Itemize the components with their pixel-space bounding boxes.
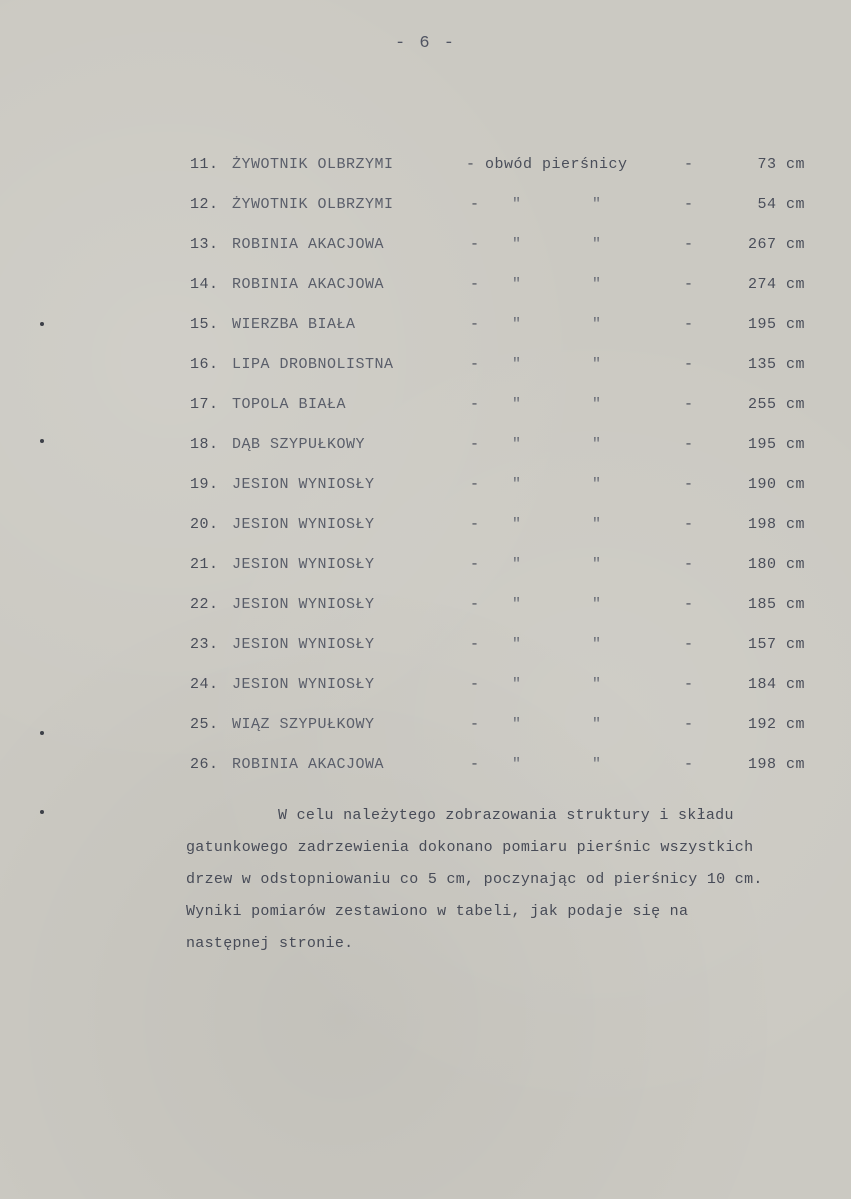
dash: - [470,436,480,453]
ditto-mark: " [512,396,522,413]
dash: - [470,756,480,773]
paper-speck [40,810,44,814]
tree-species: ROBINIA AKACJOWA [232,236,385,253]
circumference-value: 192 cm [747,716,805,733]
list-item [0,236,851,276]
dash: - [684,676,694,693]
body-paragraph [186,800,826,960]
ditto-mark: " [592,676,602,693]
dash: - [684,156,694,173]
dash: - [684,356,694,373]
circumference-value: 185 cm [747,596,805,613]
dash: - [684,636,694,653]
row-number: 16. [190,356,219,373]
ditto-mark: " [512,596,522,613]
dash: - [470,236,480,253]
paper-speck [40,322,44,326]
ditto-mark: " [592,396,602,413]
row-number: 24. [190,676,219,693]
row-number: 12. [190,196,219,213]
dash: - [684,396,694,413]
list-item [0,556,851,596]
tree-species: WIERZBA BIAŁA [232,316,356,333]
tree-species: ŻYWOTNIK OLBRZYMI [232,156,394,173]
dash: - [684,276,694,293]
list-item [0,756,851,796]
tree-species: WIĄZ SZYPUŁKOWY [232,716,375,733]
row-number: 20. [190,516,219,533]
row-number: 25. [190,716,219,733]
circumference-value: 135 cm [747,356,805,373]
ditto-mark: " [512,676,522,693]
circumference-value: 190 cm [747,476,805,493]
dash: - [684,236,694,253]
dash: - [470,316,480,333]
ditto-mark: " [512,756,522,773]
row-number: 17. [190,396,219,413]
tree-species: JESION WYNIOSŁY [232,516,375,533]
dash: - [470,676,480,693]
tree-species: ROBINIA AKACJOWA [232,276,385,293]
dash: - [470,516,480,533]
list-item [0,596,851,636]
ditto-mark: " [592,436,602,453]
ditto-mark: " [512,276,522,293]
list-item [0,676,851,716]
page-number: - 6 - [394,34,456,53]
tree-species: JESION WYNIOSŁY [232,556,375,573]
ditto-mark: " [592,716,602,733]
row-number: 26. [190,756,219,773]
tree-species: JESION WYNIOSŁY [232,676,375,693]
ditto-mark: " [592,316,602,333]
row-number: 14. [190,276,219,293]
ditto-mark: " [592,556,602,573]
circumference-value: 198 cm [747,516,805,533]
paragraph-line: W celu należytego zobrazowania struktury i składu [278,807,734,824]
tree-species: TOPOLA BIAŁA [232,396,347,413]
circumference-value: 180 cm [747,556,805,573]
tree-species: LIPA DROBNOLISTNA [232,356,394,373]
circumference-value: 195 cm [747,436,805,453]
row-number: 13. [190,236,219,253]
ditto-mark: " [512,436,522,453]
ditto-mark: " [592,356,602,373]
circumference-value: 255 cm [747,396,805,413]
ditto-mark: " [592,636,602,653]
tree-species: JESION WYNIOSŁY [232,596,375,613]
paragraph-line: gatunkowego zadrzewienia dokonano pomiaru pierśnic wszystkich [186,839,754,856]
ditto-mark: " [512,476,522,493]
circumference-value: 184 cm [747,676,805,693]
ditto-mark: " [592,276,602,293]
circumference-value: 73 cm [757,156,805,173]
ditto-mark: " [512,556,522,573]
circumference-value: 195 cm [747,316,805,333]
tree-species: DĄB SZYPUŁKOWY [232,436,366,453]
dash: - [470,716,480,733]
list-item [0,276,851,316]
dash: - [684,716,694,733]
ditto-mark: " [512,636,522,653]
dash: - [684,436,694,453]
ditto-mark: " [592,596,602,613]
paper-speck [40,439,44,443]
circumference-value: 267 cm [747,236,805,253]
dash: - [470,636,480,653]
dash: - [470,196,480,213]
list-item [0,196,851,236]
dash: - [684,196,694,213]
ditto-mark: " [592,756,602,773]
circumference-value: 274 cm [747,276,805,293]
list-item [0,436,851,476]
row-number: 22. [190,596,219,613]
dash: - [470,556,480,573]
list-item [0,356,851,396]
tree-species: JESION WYNIOSŁY [232,636,375,653]
list-item [0,476,851,516]
row-number: 23. [190,636,219,653]
list-item [0,396,851,436]
dash: - [470,356,480,373]
circumference-value: 198 cm [747,756,805,773]
paragraph-line: Wyniki pomiarów zestawiono w tabeli, jak podaje się na [186,903,689,920]
list-item [0,636,851,676]
dash: - [470,596,480,613]
row-number: 11. [190,156,219,173]
measure-label: - obwód pierśnicy [466,156,628,173]
dash: - [684,756,694,773]
tree-species: ROBINIA AKACJOWA [232,756,385,773]
dash: - [470,396,480,413]
list-item [0,156,851,196]
row-number: 19. [190,476,219,493]
ditto-mark: " [592,236,602,253]
dash: - [684,516,694,533]
list-item [0,516,851,556]
ditto-mark: " [592,196,602,213]
paragraph-line: następnej stronie. [186,935,354,952]
list-item [0,716,851,756]
row-number: 15. [190,316,219,333]
dash: - [684,476,694,493]
dash: - [684,316,694,333]
tree-species: ŻYWOTNIK OLBRZYMI [232,196,394,213]
tree-measurement-list [0,156,851,796]
row-number: 21. [190,556,219,573]
ditto-mark: " [592,516,602,533]
list-item [0,316,851,356]
ditto-mark: " [512,516,522,533]
dash: - [470,276,480,293]
dash: - [684,556,694,573]
tree-species: JESION WYNIOSŁY [232,476,375,493]
paragraph-line: drzew w odstopniowaniu co 5 cm, poczynając od pierśnicy 10 cm. [186,871,763,888]
dash: - [470,476,480,493]
ditto-mark: " [512,236,522,253]
ditto-mark: " [592,476,602,493]
ditto-mark: " [512,196,522,213]
dash: - [684,596,694,613]
ditto-mark: " [512,716,522,733]
ditto-mark: " [512,316,522,333]
circumference-value: 157 cm [747,636,805,653]
paper-speck [40,731,44,735]
circumference-value: 54 cm [757,196,805,213]
ditto-mark: " [512,356,522,373]
row-number: 18. [190,436,219,453]
